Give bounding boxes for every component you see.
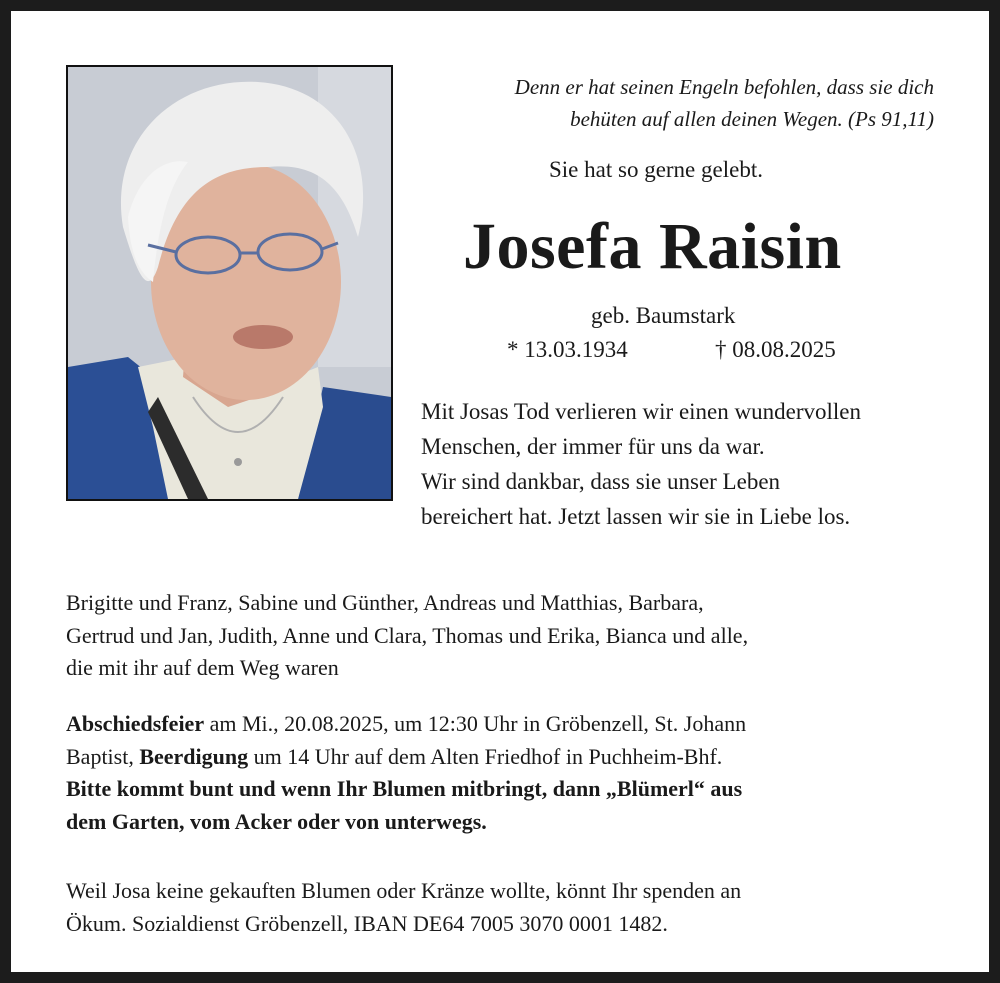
donation-line: Weil Josa keine gekauften Blumen oder Kränze wollte, könnt Ihr spenden an [66, 878, 742, 903]
portrait-image [68, 67, 391, 499]
donation-line: Ökum. Sozialdienst Gröbenzell, IBAN DE64 7005 3070 0001 1482. [66, 910, 668, 936]
donation-info [66, 875, 741, 940]
farewell-label: Abschiedsfeier [66, 711, 205, 736]
burial-text: um 14 Uhr auf dem Alten Friedhof in Puchheim-Bhf. [248, 743, 723, 769]
tribute-line: Wir sind dankbar, dass sie unser Leben [421, 469, 781, 494]
maiden-name: geb. Baumstark [591, 303, 736, 328]
family-line: die mit ihr auf dem Weg waren [66, 655, 339, 680]
life-dates [507, 337, 836, 363]
deceased-name: Josefa Raisin [463, 210, 842, 283]
portrait-photo [66, 65, 393, 501]
family-mourners [66, 587, 748, 685]
family-line: Gertrud und Jan, Judith, Anne und Clara, Thomas und Erika, Bianca und alle, [66, 622, 749, 648]
tribute-text [421, 394, 981, 534]
motto: Sie hat so gerne gelebt. [549, 157, 763, 182]
verse-line-1: Denn er hat seinen Engeln befohlen, dass sie dich [514, 75, 934, 99]
flower-request-line-1: Bitte kommt bunt und wenn Ihr Blumen mitbringt, dann „Blümerl“ aus [66, 776, 743, 801]
burial-label: Beerdigung [139, 743, 249, 769]
death-date: † 08.08.2025 [715, 337, 836, 362]
tribute-line: Mit Josas Tod verlieren wir einen wundervollen [421, 399, 861, 424]
farewell-text: am Mi., 20.08.2025, um 12:30 Uhr in Gröbenzell, St. Johann [204, 711, 747, 736]
verse-line-2: behüten auf allen deinen Wegen. (Ps 91,11) [570, 107, 934, 131]
ceremony-line-2 [66, 741, 746, 774]
ceremony-line-1 [66, 708, 746, 741]
ceremony-info [66, 708, 746, 838]
birth-date: * 13.03.1934 [507, 337, 628, 362]
family-line: Brigitte und Franz, Sabine und Günther, Andreas und Matthias, Barbara, [66, 590, 704, 615]
tribute-line: bereichert hat. Jetzt lassen wir sie in Liebe los. [421, 504, 851, 529]
flower-request-line-2: dem Garten, vom Acker oder von unterwegs. [66, 808, 487, 834]
ceremony-line-2-prefix: Baptist, [66, 743, 140, 769]
tribute-line: Menschen, der immer für uns da war. [421, 434, 765, 459]
bible-verse [414, 71, 934, 135]
